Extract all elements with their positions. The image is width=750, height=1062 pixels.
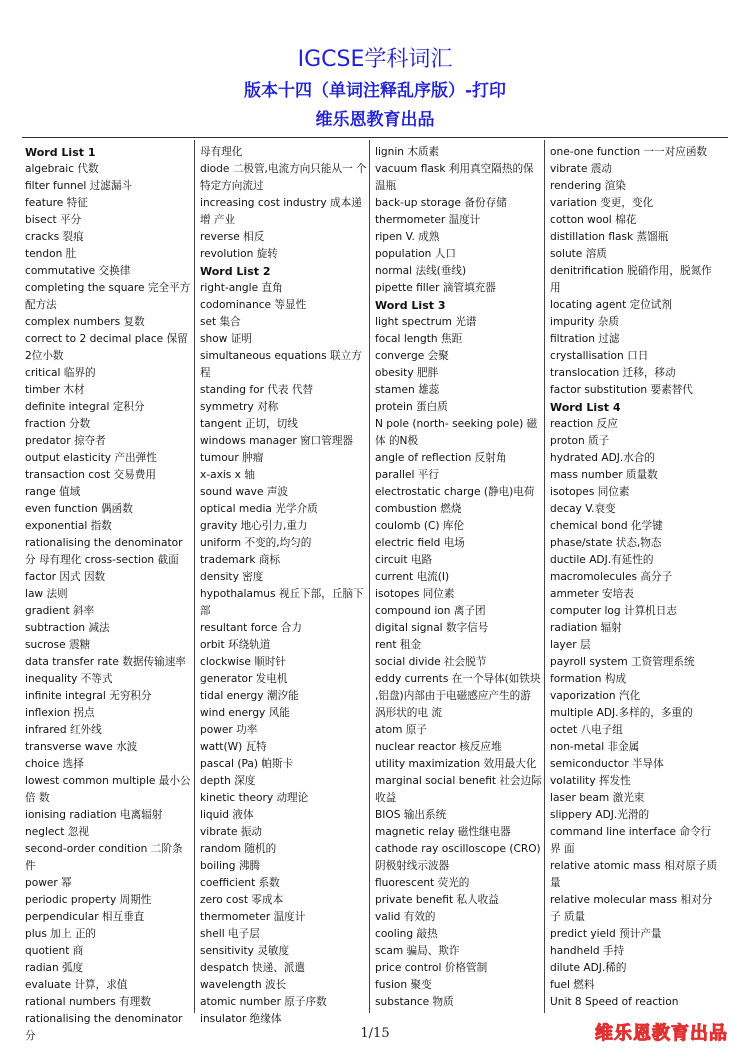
vocab-entry: despatch 快递、派遣 xyxy=(200,962,306,974)
vocab-entry: locating agent 定位试剂 xyxy=(550,299,672,311)
vocab-entry: uniform 不变的,均匀的 xyxy=(200,537,312,549)
vocab-entry: completing the square 完全平方 配方法 xyxy=(25,282,191,311)
vocab-entry: predator 掠夺者 xyxy=(25,435,106,447)
vocab-entry: plus 加上 正的 xyxy=(25,928,97,940)
vocab-entry: circuit 电路 xyxy=(375,554,433,566)
word-list-heading: Word List 3 xyxy=(375,299,446,312)
vocab-entry: resultant force 合力 xyxy=(200,622,302,634)
vocab-entry: boiling 沸腾 xyxy=(200,860,261,872)
vocab-entry: sound wave 声波 xyxy=(200,486,289,498)
vocab-entry: gradient 斜率 xyxy=(25,605,95,617)
vocab-entry: electric field 电场 xyxy=(375,537,465,549)
vocab-entry: revolution 旋转 xyxy=(200,248,278,260)
vocab-entry: ripen V. 成熟 xyxy=(375,231,440,243)
vocab-entry: distillation flask 蒸馏瓶 xyxy=(550,231,669,243)
vocab-entry: price control 价格管制 xyxy=(375,962,488,974)
vocab-entry: quotient 商 xyxy=(25,945,84,957)
vocab-entry: vibrate 震动 xyxy=(550,163,613,175)
vocab-entry: wind energy 风能 xyxy=(200,707,290,719)
vocab-entry: magnetic relay 磁性继电器 xyxy=(375,826,511,838)
vocab-entry: back-up storage 备份存储 xyxy=(375,197,507,209)
vocab-entry: variation 变更，变化 xyxy=(550,197,654,209)
vocab-entry: cathode ray oscilloscope (CRO) 阴极射线示波器 xyxy=(375,843,541,872)
vocab-entry: gravity 地心引力,重力 xyxy=(200,520,308,532)
vocab-entry: private benefit 私人收益 xyxy=(375,894,499,906)
vocab-entry: feature 特征 xyxy=(25,197,88,209)
vocab-entry: combustion 燃烧 xyxy=(375,503,462,515)
vocab-entry: sensitivity 灵敏度 xyxy=(200,945,290,957)
vocab-column-3 xyxy=(375,144,543,1011)
vocab-entry: crystallisation 口日 xyxy=(550,350,649,362)
vocab-entry: transverse wave 水波 xyxy=(25,741,138,753)
vocab-entry: one-one function 一一对应函数 xyxy=(550,146,708,158)
vocab-entry: hypothalamus 视丘下部，丘脑下 部 xyxy=(200,588,364,617)
vocab-entry: set 集合 xyxy=(200,316,241,328)
vocab-entry: even function 偶函数 xyxy=(25,503,133,515)
vocab-column-4 xyxy=(550,144,718,1011)
vocab-entry: relative atomic mass 相对原子质 量 xyxy=(550,860,718,889)
vocab-entry: evaluate 计算，求值 xyxy=(25,979,128,991)
vocab-entry: radian 弧度 xyxy=(25,962,84,974)
vocab-entry: second-order condition 二阶条件 xyxy=(25,843,183,872)
vocab-entry: tumour 肿瘤 xyxy=(200,452,264,464)
vocab-entry: optical media 光学介质 xyxy=(200,503,318,515)
vocab-entry: atom 原子 xyxy=(375,724,428,736)
vocab-entry: utility maximization 效用最大化 xyxy=(375,758,537,770)
vocab-entry: definite integral 定积分 xyxy=(25,401,145,413)
vocab-entry: standing for 代表 代替 xyxy=(200,384,314,396)
vocab-entry: diode 二极管,电流方向只能从一 个特定方向流过 xyxy=(200,163,367,192)
vocab-entry: filtration 过滤 xyxy=(550,333,620,345)
vocab-entry: bisect 平分 xyxy=(25,214,82,226)
vocab-entry: octet 八电子组 xyxy=(550,724,623,736)
vocab-entry: pascal (Pa) 帕斯卡 xyxy=(200,758,294,770)
publisher-line: 维乐恩教育出品 xyxy=(315,110,435,130)
vocab-entry: N pole (north- seeking pole) 磁体 的N极 xyxy=(375,418,538,447)
vocab-entry: formation 构成 xyxy=(550,673,627,685)
vocab-entry: parallel 平行 xyxy=(375,469,439,481)
vocab-entry: vibrate 振动 xyxy=(200,826,263,838)
vocab-entry: watt(W) 瓦特 xyxy=(200,741,267,753)
vocab-entry: isotopes 同位素 xyxy=(550,486,630,498)
vocab-entry: symmetry 对称 xyxy=(200,401,279,413)
vocab-entry: liquid 液体 xyxy=(200,809,254,821)
vocab-entry: decay V.衰变 xyxy=(550,503,616,515)
vocab-entry: normal 法线(垂线) xyxy=(375,265,467,277)
vocab-entry: choice 选择 xyxy=(25,758,84,770)
vocab-entry: insulator 绝缘体 xyxy=(200,1013,282,1025)
vocab-entry: chemical bond 化学键 xyxy=(550,520,663,532)
vocab-entry: substance 物质 xyxy=(375,996,454,1008)
vocab-entry: show 证明 xyxy=(200,333,252,345)
vocab-entry: rendering 渲染 xyxy=(550,180,626,192)
vocab-entry: kinetic theory 动理论 xyxy=(200,792,309,804)
vocab-entry: computer log 计算机日志 xyxy=(550,605,677,617)
vocab-entry: command line interface 命令行界 面 xyxy=(550,826,712,855)
vocab-entry: range 值域 xyxy=(25,486,81,498)
column-divider xyxy=(369,140,370,1013)
vocab-entry: obesity 肥胖 xyxy=(375,367,439,379)
vocab-entry: sucrose 震糖 xyxy=(25,639,91,651)
vocab-entry: phase/state 状态,物态 xyxy=(550,537,662,549)
vocab-entry: thermometer 温度计 xyxy=(375,214,481,226)
vocab-entry: ammeter 安培表 xyxy=(550,588,634,600)
vocab-entry: algebraic 代数 xyxy=(25,163,99,175)
vocab-entry: tidal energy 潮汐能 xyxy=(200,690,299,702)
vocab-entry: x-axis x 轴 xyxy=(200,469,255,481)
vocab-entry: semiconductor 半导体 xyxy=(550,758,664,770)
vocab-entry: nuclear reactor 核反应堆 xyxy=(375,741,502,753)
vocab-entry: layer 层 xyxy=(550,639,591,651)
vocab-entry: commutative 交换律 xyxy=(25,265,131,277)
vocab-entry: ionising radiation 电离辐射 xyxy=(25,809,163,821)
vocab-entry: coulomb (C) 库伦 xyxy=(375,520,465,532)
vocab-entry: tendon 肚 xyxy=(25,248,77,260)
vocab-entry: increasing cost industry 成本递增 产业 xyxy=(200,197,362,226)
vocab-entry: correct to 2 decimal place 保留 2位小数 xyxy=(25,333,188,362)
vocab-entry: slippery ADJ.光滑的 xyxy=(550,809,650,821)
vocab-entry: protein 蛋白质 xyxy=(375,401,448,413)
vocab-entry: mass number 质量数 xyxy=(550,469,658,481)
vocab-entry: generator 发电机 xyxy=(200,673,288,685)
vocab-entry: shell 电子层 xyxy=(200,928,260,940)
vocab-entry: fusion 聚变 xyxy=(375,979,432,991)
vocab-entry: population 人口 xyxy=(375,248,456,260)
vocab-entry: random 随机的 xyxy=(200,843,277,855)
vocab-entry: current 电流(I) xyxy=(375,571,450,583)
vocab-entry: focal length 焦距 xyxy=(375,333,463,345)
title-block xyxy=(0,46,750,134)
vocab-entry: radiation 辐射 xyxy=(550,622,622,634)
vocab-entry: trademark 商标 xyxy=(200,554,281,566)
vocab-entry: social divide 社会脱节 xyxy=(375,656,487,668)
vocab-entry: periodic property 周期性 xyxy=(25,894,152,906)
vocab-column-2 xyxy=(200,144,368,1028)
word-list-heading: Word List 4 xyxy=(550,401,621,414)
vocab-entry: eddy currents 在一个导体(如铁块 ,铝盘)内部由于电磁感应产生的游 涡形状的电 流 xyxy=(375,673,541,719)
vocab-entry: vaporization 汽化 xyxy=(550,690,641,702)
vocab-entry: orbit 环绕轨道 xyxy=(200,639,271,651)
vocab-entry: output elasticity 产出弹性 xyxy=(25,452,157,464)
vocab-entry: compound ion 离子团 xyxy=(375,605,486,617)
vocab-entry: pipette filler 滴管填充器 xyxy=(375,282,496,294)
vocab-entry: power 幂 xyxy=(25,877,72,889)
document-title: IGCSE学科词汇 xyxy=(297,47,453,72)
vocab-entry: infinite integral 无穷积分 xyxy=(25,690,152,702)
vocab-entry: reverse 相反 xyxy=(200,231,265,243)
document-subtitle: 版本十四（单词注释乱序版）-打印 xyxy=(243,81,507,101)
vocab-entry: BIOS 输出系统 xyxy=(375,809,447,821)
vocab-entry: inequality 不等式 xyxy=(25,673,113,685)
vocab-entry: coefficient 系数 xyxy=(200,877,280,889)
vocab-entry: light spectrum 光谱 xyxy=(375,316,477,328)
vocab-entry: wavelength 波长 xyxy=(200,979,287,991)
vocab-entry: subtraction 减法 xyxy=(25,622,110,634)
vocab-entry: atomic number 原子序数 xyxy=(200,996,327,1008)
vocab-entry: codominance 等显性 xyxy=(200,299,307,311)
vocab-entry: laser beam 激光束 xyxy=(550,792,645,804)
word-list-heading: Word List 1 xyxy=(25,146,96,159)
vocab-column-1 xyxy=(25,144,193,1045)
vocab-entry: valid 有效的 xyxy=(375,911,436,923)
vocab-entry: isotopes 同位素 xyxy=(375,588,455,600)
vocab-entry: converge 会聚 xyxy=(375,350,449,362)
vocab-entry: fluorescent 荧光的 xyxy=(375,877,470,889)
vocab-entry: cooling 敲热 xyxy=(375,928,438,940)
vocab-entry: stamen 雄蕊 xyxy=(375,384,440,396)
vocab-entry: fraction 分数 xyxy=(25,418,91,430)
vocab-entry: marginal social benefit 社会边际 收益 xyxy=(375,775,542,804)
column-divider xyxy=(544,140,545,1013)
vocab-entry: cracks 裂痕 xyxy=(25,231,84,243)
header-rule xyxy=(22,137,728,138)
vocab-entry: depth 深度 xyxy=(200,775,256,787)
vocab-entry: scam 骗局、欺诈 xyxy=(375,945,460,957)
vocab-entry: zero cost 零成本 xyxy=(200,894,284,906)
vocab-entry: rationalising the denominator 分 母有理化 cross-section 截面 xyxy=(25,537,183,566)
vocab-entry: exponential 指数 xyxy=(25,520,112,532)
vocab-entry: complex numbers 复数 xyxy=(25,316,145,328)
vocab-entry: rational numbers 有理数 xyxy=(25,996,151,1008)
vocab-entry: power 功率 xyxy=(200,724,258,736)
vocab-entry: lignin 木质素 xyxy=(375,146,440,158)
vocab-entry: fuel 燃料 xyxy=(550,979,595,991)
column-divider xyxy=(194,140,195,1013)
vocab-entry: critical 临界的 xyxy=(25,367,96,379)
vocab-entry: predict yield 预计产量 xyxy=(550,928,662,940)
vocab-entry: handheld 手持 xyxy=(550,945,625,957)
vocab-entry: translocation 迁移，移动 xyxy=(550,367,676,379)
vocab-entry: dilute ADJ.稀的 xyxy=(550,962,627,974)
vocab-entry: tangent 正切，切线 xyxy=(200,418,298,430)
vocab-entry: law 法则 xyxy=(25,588,68,600)
vocab-entry: transaction cost 交易费用 xyxy=(25,469,156,481)
vocab-entry: solute 溶质 xyxy=(550,248,607,260)
vocab-entry: electrostatic charge (静电)电荷 xyxy=(375,486,535,498)
vocab-entry: vacuum flask 利用真空隔热的保 温瓶 xyxy=(375,163,534,192)
vocab-entry: angle of reflection 反射角 xyxy=(375,452,507,464)
vocab-entry: proton 质子 xyxy=(550,435,610,447)
vocab-entry: rent 租金 xyxy=(375,639,422,651)
vocab-entry: windows manager 窗口管理器 xyxy=(200,435,354,447)
vocab-entry: impurity 杂质 xyxy=(550,316,619,328)
word-list-heading: Word List 2 xyxy=(200,265,271,278)
vocab-entry: cotton wool 棉花 xyxy=(550,214,637,226)
vocab-entry: relative molecular mass 相对分子 质量 xyxy=(550,894,713,923)
vocab-entry: thermometer 温度计 xyxy=(200,911,306,923)
vocab-entry: simultaneous equations 联立方程 xyxy=(200,350,362,379)
page-number: 1/15 xyxy=(360,1026,390,1041)
vocab-entry: reaction 反应 xyxy=(550,418,618,430)
vocab-entry: Unit 8 Speed of reaction xyxy=(550,996,679,1008)
vocab-entry: multiple ADJ.多样的，多重的 xyxy=(550,707,693,719)
vocab-entry: clockwise 顺时针 xyxy=(200,656,287,668)
vocab-entry: right-angle 直角 xyxy=(200,282,283,294)
vocab-entry: data transfer rate 数据传输速率 xyxy=(25,656,186,668)
vocab-entry: non-metal 非金属 xyxy=(550,741,640,753)
watermark-logo: 维乐恩教育出品 xyxy=(595,1023,728,1044)
vocab-entry: perpendicular 相互垂直 xyxy=(25,911,145,923)
vocab-entry: filter funnel 过滤漏斗 xyxy=(25,180,133,192)
vocab-entry: macromolecules 高分子 xyxy=(550,571,673,583)
vocab-entry: infrared 红外线 xyxy=(25,724,102,736)
vocab-entry: 母有理化 xyxy=(200,146,243,158)
vocab-entry: density 密度 xyxy=(200,571,264,583)
vocab-entry: payroll system 工资管理系统 xyxy=(550,656,695,668)
vocab-entry: lowest common multiple 最小公倍 数 xyxy=(25,775,191,804)
vocab-entry: factor substitution 要素替代 xyxy=(550,384,693,396)
vocab-entry: rationalising the denominator 分 xyxy=(25,1013,183,1042)
vocab-entry: denitrification 脱硝作用，脱氮作 用 xyxy=(550,265,712,294)
vocab-entry: timber 木材 xyxy=(25,384,85,396)
vocab-entry: factor 因式 因数 xyxy=(25,571,106,583)
vocab-entry: volatility 挥发性 xyxy=(550,775,631,787)
vocab-entry: ductile ADJ.有延性的 xyxy=(550,554,654,566)
vocab-entry: digital signal 数字信号 xyxy=(375,622,489,634)
vocab-entry: inflexion 拐点 xyxy=(25,707,95,719)
vocab-entry: hydrated ADJ.水合的 xyxy=(550,452,655,464)
vocab-entry: neglect 忽视 xyxy=(25,826,89,838)
